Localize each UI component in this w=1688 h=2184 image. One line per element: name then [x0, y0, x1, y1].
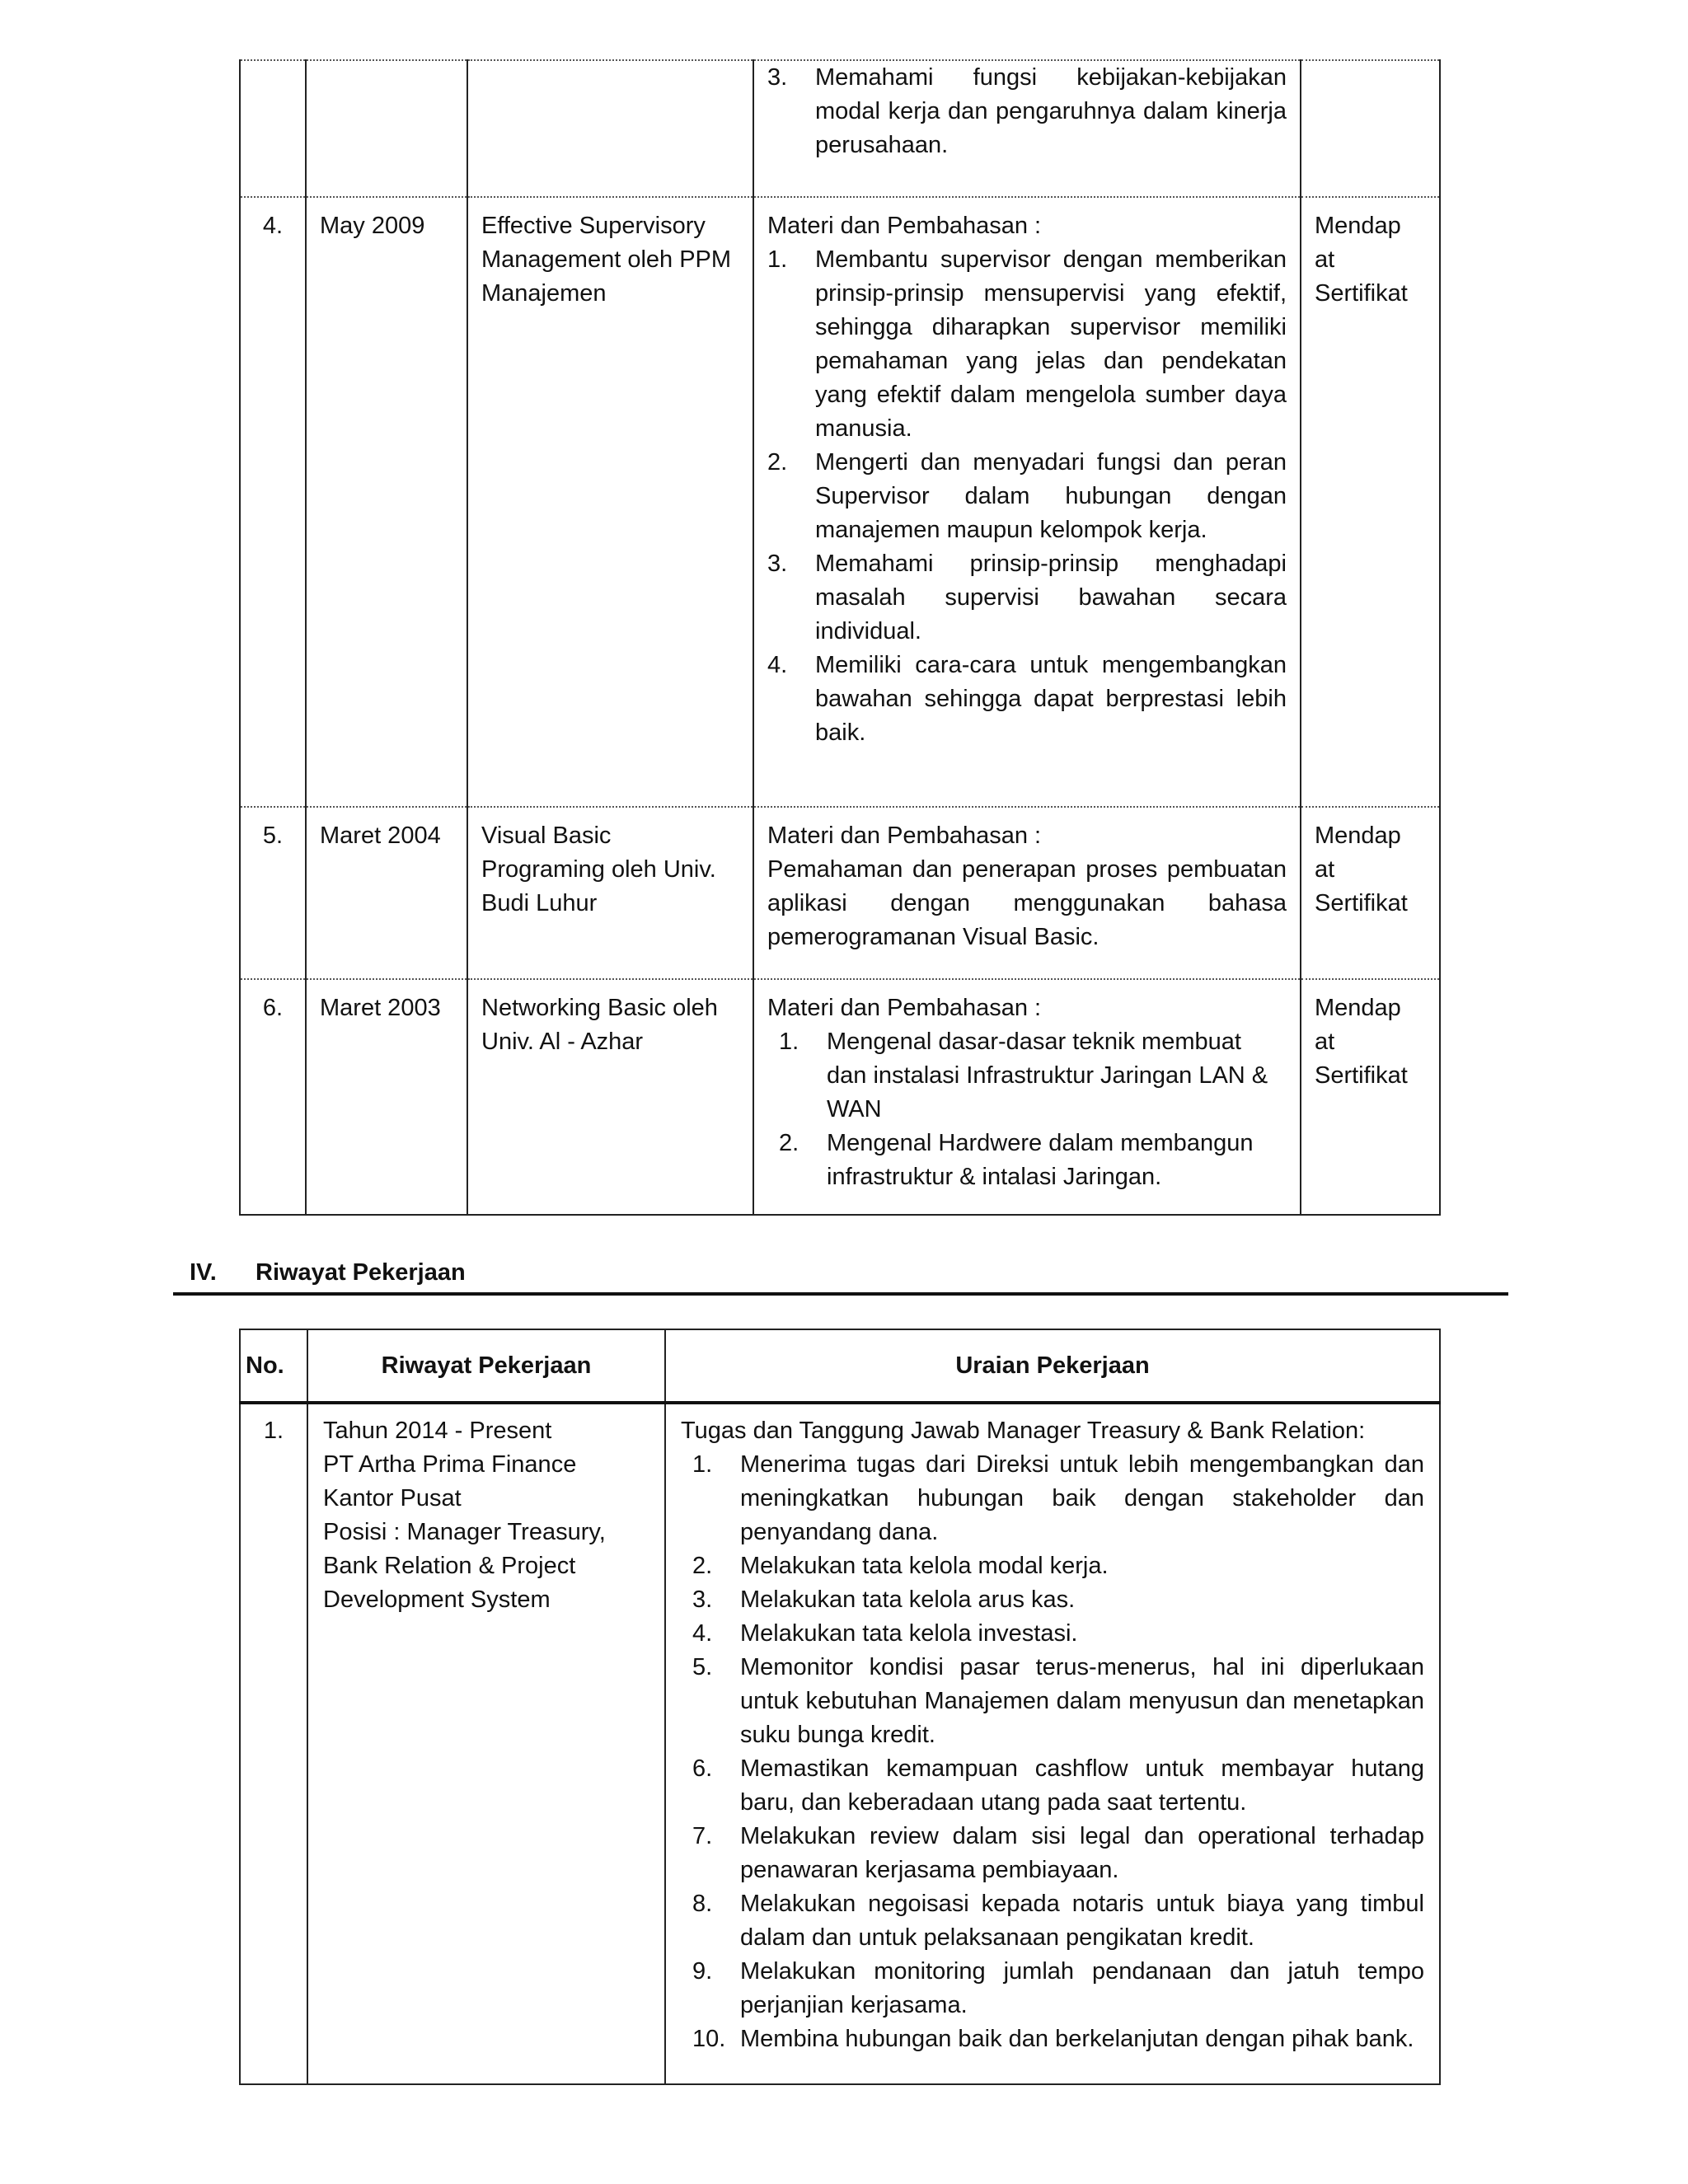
materi-list: [767, 243, 1287, 750]
row-date: Maret 2003: [306, 979, 467, 1215]
list-item: 3. Memahami prinsip-prinsip menghadapi masalah supervisi bawahan secara individual.: [767, 551, 1287, 644]
row-date: May 2009: [306, 197, 467, 807]
row-result: Mendap at Sertifikat: [1301, 197, 1440, 807]
list-item: 4. Melakukan tata kelola investasi.: [692, 1620, 1078, 1647]
training-table: [239, 59, 1441, 1216]
row-number: 1.: [240, 1403, 307, 2084]
section-heading: [173, 1256, 1508, 1296]
list-item: 2. Mengenal Hardwere dalam membangun infrastruktur & intalasi Jaringan.: [779, 1130, 1254, 1190]
duties-list: [681, 1448, 1424, 2056]
table-header-row: [240, 1329, 1440, 1403]
list-item: 1. Membantu supervisor dengan memberikan prinsip-prinsip mensupervisi yang efektif, sehingga diharapkan supervisor memiliki pemahaman yang jelas dan pendekatan yang efektif dalam mengelola sumber daya manusia.: [767, 246, 1287, 442]
row-result: Mendap at Sertifikat: [1301, 979, 1440, 1215]
row-duties: [665, 1403, 1440, 2084]
list-item: 2. Mengerti dan menyadari fungsi dan peran Supervisor dalam hubungan dengan manajemen maupun kelompok kerja.: [767, 449, 1287, 543]
row-materi: [753, 197, 1301, 807]
row-history: Tahun 2014 - Present PT Artha Prima Finance Kantor Pusat Posisi : Manager Treasury, Bank Relation & Project Development System: [307, 1403, 665, 2084]
materi-list: [767, 1025, 1287, 1194]
list-item: 2. Melakukan tata kelola modal kerja.: [692, 1553, 1109, 1579]
row-course: Networking Basic oleh Univ. Al - Azhar: [467, 979, 753, 1215]
row-number: 6.: [240, 979, 306, 1215]
list-item: 9. Melakukan monitoring jumlah pendanaan dan jatuh tempo perjanjian kerjasama.: [692, 1958, 1424, 2018]
table-row: [240, 1403, 1440, 2084]
table-row: [240, 979, 1440, 1215]
materi-heading: Materi dan Pembahasan :: [767, 213, 1042, 239]
list-item: 4. Memiliki cara-cara untuk mengembangkan bawahan sehingga dapat berprestasi lebih baik.: [767, 652, 1287, 746]
section-number: IV.: [190, 1259, 217, 1286]
list-item: 3. Melakukan tata kelola arus kas.: [692, 1586, 1076, 1613]
row-number: 5.: [240, 807, 306, 979]
list-item: 1. Menerima tugas dari Direksi untuk lebih mengembangkan dan meningkatkan hubungan baik dengan stakeholder dan penyandang dana.: [692, 1451, 1424, 1545]
materi-heading: Materi dan Pembahasan :: [767, 823, 1042, 849]
list-item: 1. Mengenal dasar-dasar teknik membuat dan instalasi Infrastruktur Jaringan LAN & WAN: [779, 1029, 1268, 1122]
list-item: 3. Memahami fungsi kebijakan-kebijakan modal kerja dan pengaruhnya dalam kinerja perusahaan.: [767, 64, 1287, 158]
row-course: Visual Basic Programing oleh Univ. Budi Luhur: [467, 807, 753, 979]
materi-text: Pemahaman dan penerapan proses pembuatan aplikasi dengan menggunakan bahasa pemerogramanan Visual Basic.: [767, 856, 1287, 950]
employment-table: [239, 1329, 1441, 2085]
list-item: 5. Memonitor kondisi pasar terus-menerus, hal ini diperlukaan untuk kebutuhan Manajemen dalam menyusun dan menetapkan suku bunga kredit.: [692, 1654, 1424, 1748]
row-result: Mendap at Sertifikat: [1301, 807, 1440, 979]
section-title: Riwayat Pekerjaan: [256, 1259, 466, 1286]
row-materi: [753, 979, 1301, 1215]
column-header-history: Riwayat Pekerjaan: [307, 1329, 665, 1403]
table-row: [240, 60, 1440, 197]
list-item: 8. Melakukan negoisasi kepada notaris untuk biaya yang timbul dalam dan untuk pelaksanaan pengikatan kredit.: [692, 1891, 1424, 1951]
list-item: 6. Memastikan kemampuan cashflow untuk membayar hutang baru, dan keberadaan utang pada saat tertentu.: [692, 1755, 1424, 1816]
list-item: 7. Melakukan review dalam sisi legal dan operational terhadap penawaran kerjasama pembiayaan.: [692, 1823, 1424, 1883]
table-row: [240, 197, 1440, 807]
row-number: 4.: [240, 197, 306, 807]
duties-heading: Tugas dan Tanggung Jawab Manager Treasury & Bank Relation:: [681, 1418, 1366, 1444]
row-date: Maret 2004: [306, 807, 467, 979]
column-header-no: No.: [240, 1329, 307, 1403]
column-header-description: Uraian Pekerjaan: [665, 1329, 1440, 1403]
table-row: [240, 807, 1440, 979]
materi-heading: Materi dan Pembahasan :: [767, 995, 1042, 1021]
row-materi: [753, 807, 1301, 979]
row-course: Effective Supervisory Management oleh PPM Manajemen: [467, 197, 753, 807]
list-item: 10. Membina hubungan baik dan berkelanjutan dengan pihak bank.: [692, 2026, 1414, 2052]
